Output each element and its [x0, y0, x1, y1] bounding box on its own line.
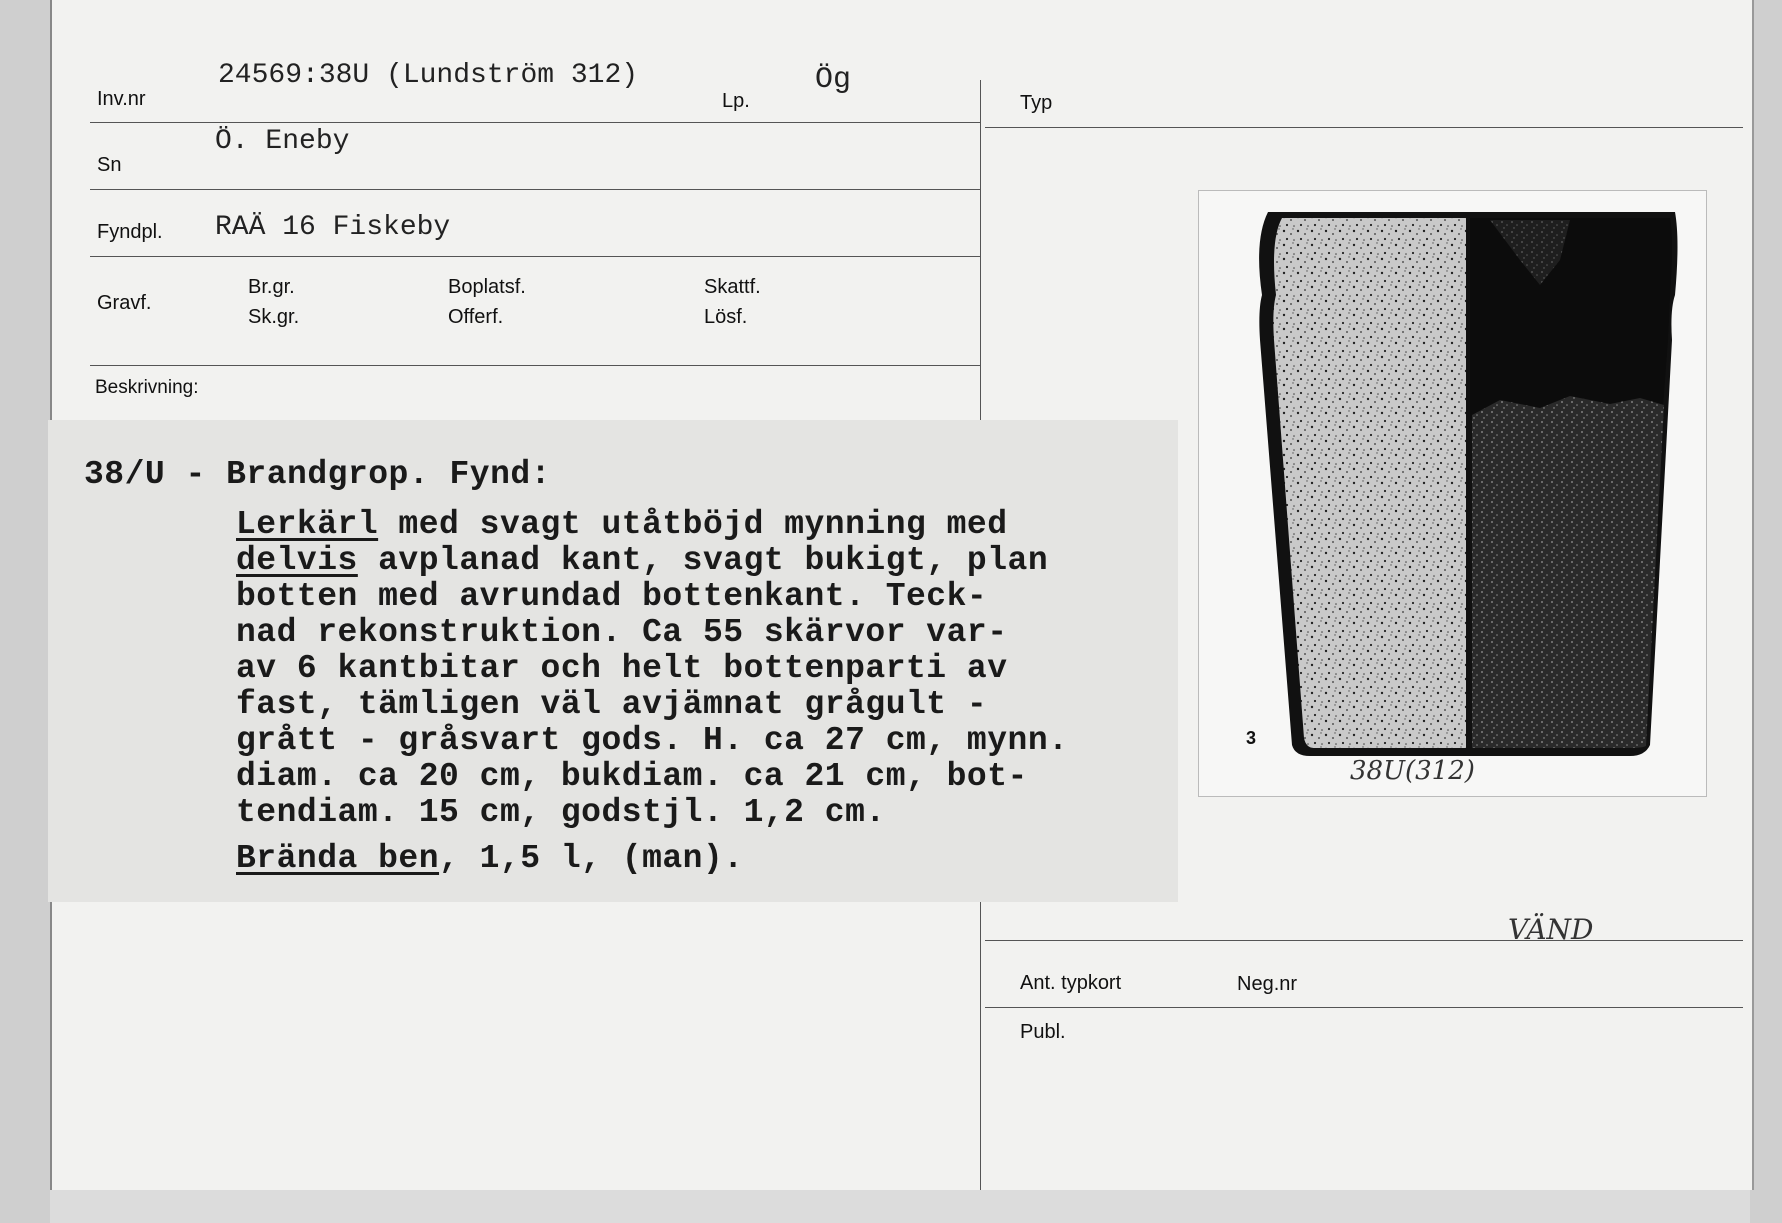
desc-line-7: fast, tämligen väl avjämnat grågult - — [236, 686, 988, 723]
desc-line-3: delvis avplanad kant, svagt bukigt, plan — [236, 542, 1049, 579]
desc-line-11: Brända ben, 1,5 l, (man). — [236, 840, 744, 877]
desc-line-2: Lerkärl med svagt utåtböjd mynning med — [236, 506, 1008, 543]
vand-note: VÄND — [1508, 913, 1594, 946]
typ-label: Typ — [1020, 92, 1053, 114]
card-bottom-edge — [50, 1190, 1750, 1223]
lp-label: Lp. — [722, 90, 750, 112]
desc-line-10: tendiam. 15 cm, godstjl. 1,2 cm. — [236, 794, 886, 831]
brgr-label: Br.gr. — [248, 276, 295, 298]
rule-fyndpl — [90, 256, 980, 257]
beskrivning-label: Beskrivning: — [95, 377, 199, 398]
rule-vand — [985, 940, 1743, 941]
lp-value: Ög — [815, 63, 852, 97]
desc-line-9: diam. ca 20 cm, bukdiam. ca 21 cm, bot- — [236, 758, 1028, 795]
rule-inv — [90, 122, 980, 123]
find-branda-ben: Brända ben — [236, 840, 440, 877]
offerf-label: Offerf. — [448, 306, 504, 328]
desc-line-5: nad rekonstruktion. Ca 55 skärvor var- — [236, 614, 1008, 651]
rule-gravf — [90, 365, 980, 366]
inv-value: 24569:38U (Lundström 312) — [218, 60, 639, 91]
sn-label: Sn — [97, 154, 122, 176]
vessel-drawing — [1240, 200, 1690, 770]
desc-line-1: 38/U - Brandgrop. Fynd: — [84, 456, 551, 493]
skattf-label: Skattf. — [704, 276, 761, 298]
skgr-label: Sk.gr. — [248, 306, 300, 328]
desc-line-8: grått - gråsvart gods. H. ca 27 cm, mynn. — [236, 722, 1069, 759]
fyndpl-value: RAÄ 16 Fiskeby — [215, 212, 451, 243]
gravf-label: Gravf. — [97, 292, 152, 314]
publ-label: Publ. — [1020, 1021, 1066, 1043]
text-delvis: delvis — [236, 542, 358, 579]
rule-sn — [90, 189, 980, 190]
rule-ant — [985, 1007, 1743, 1008]
negnr-label: Neg.nr — [1237, 973, 1298, 995]
inv-label: Inv.nr — [97, 88, 146, 110]
find-lerkarl: Lerkärl — [236, 506, 379, 543]
drawing-caption: 38U(312) — [1350, 756, 1475, 786]
losf-label: Lösf. — [704, 306, 748, 328]
ant-typkort-label: Ant. typkort — [1020, 972, 1122, 994]
desc-line-6: av 6 kantbitar och helt bottenparti av — [236, 650, 1008, 687]
rule-typ — [985, 127, 1743, 128]
boplatsf-label: Boplatsf. — [448, 276, 526, 298]
desc-line-4: botten med avrundad bottenkant. Teck- — [236, 578, 988, 615]
fyndpl-label: Fyndpl. — [97, 221, 163, 243]
figure-number: 3 — [1246, 728, 1257, 748]
sn-value: Ö. Eneby — [215, 126, 350, 157]
